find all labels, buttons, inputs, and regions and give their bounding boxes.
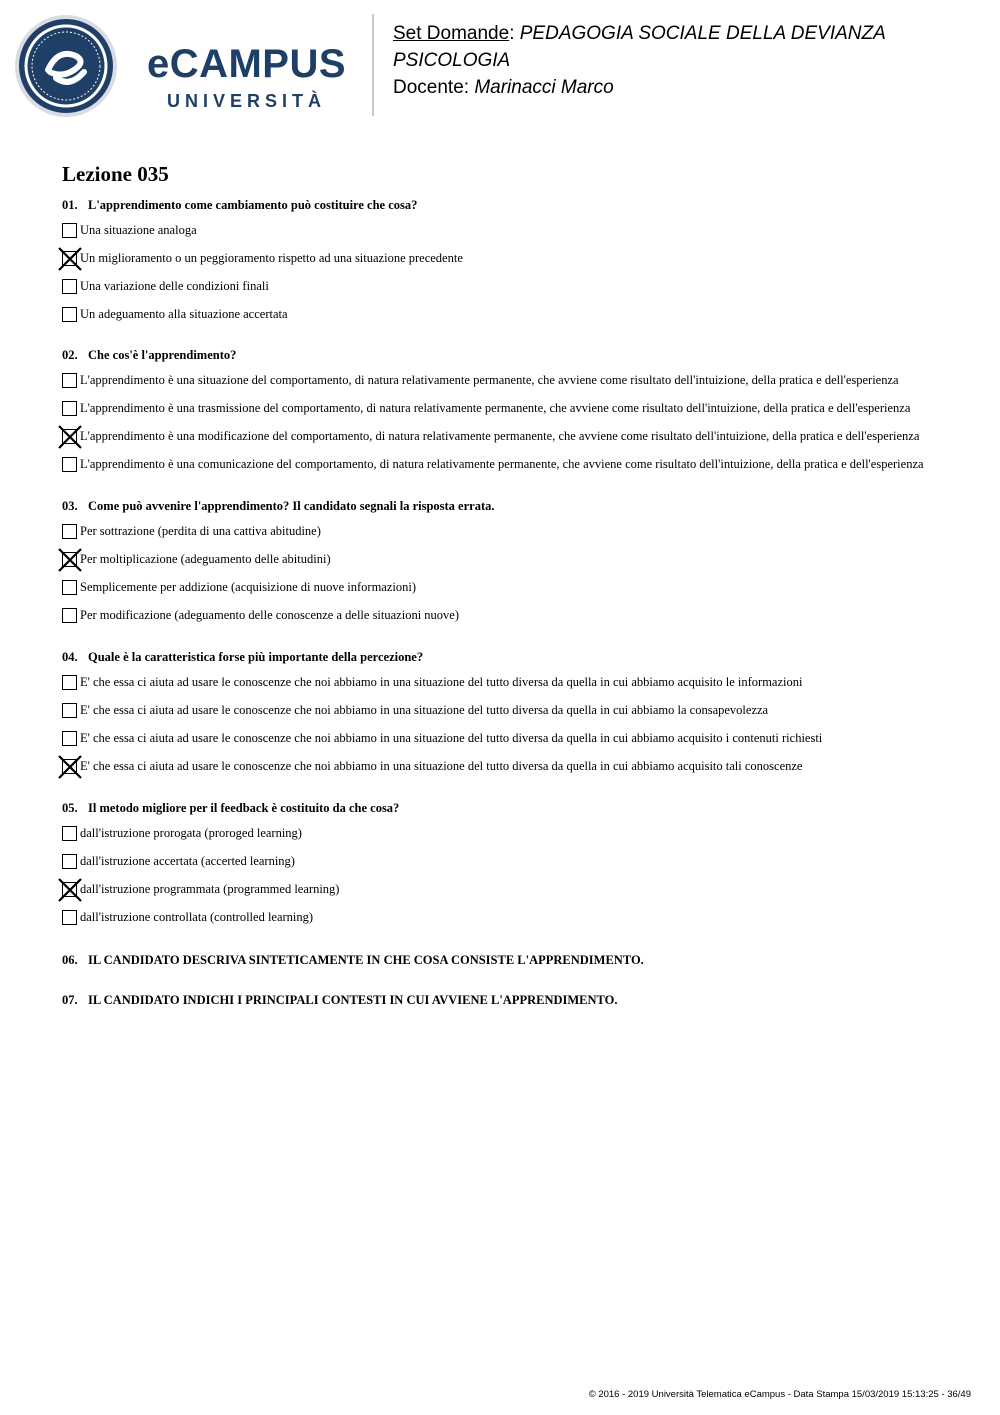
teacher-label: Docente: bbox=[393, 77, 475, 98]
question-number: 04. bbox=[62, 650, 78, 664]
option-text: dall'istruzione prorogata (proroged learning) bbox=[80, 826, 302, 840]
brand-subname: UNIVERSITÀ bbox=[166, 91, 326, 111]
question-title bbox=[62, 348, 236, 363]
option-text: Per moltiplicazione (adeguamento delle abitudini) bbox=[80, 552, 331, 566]
cross-mark-icon bbox=[58, 755, 82, 779]
set-line bbox=[393, 20, 973, 47]
option-text: E' che essa ci aiuta ad usare le conoscenze che noi abbiamo in una situazione del tutto diversa da quella in cui abbiamo acquisito i contenuti richiesti bbox=[80, 731, 823, 745]
teacher-line bbox=[393, 74, 973, 101]
checked-checkbox[interactable] bbox=[62, 759, 77, 774]
question-number: 05. bbox=[62, 801, 78, 815]
option-text: L'apprendimento è una modificazione del comportamento, di natura relativamente permanente, che avviene come risultato dell'intuizione, della pratica e dell'esperienza bbox=[80, 429, 920, 443]
brand-wordmark bbox=[134, 42, 359, 122]
checkbox[interactable] bbox=[62, 401, 77, 416]
option-text: E' che essa ci aiuta ad usare le conoscenze che noi abbiamo in una situazione del tutto diversa da quella in cui abbiamo acquisito le informazioni bbox=[80, 675, 803, 689]
option-text: Una variazione delle condizioni finali bbox=[80, 279, 269, 293]
question-title bbox=[62, 499, 495, 514]
option-text: E' che essa ci aiuta ad usare le conoscenze che noi abbiamo in una situazione del tutto diversa da quella in cui abbiamo acquisito tali conoscenze bbox=[80, 759, 803, 773]
checkbox[interactable] bbox=[62, 854, 77, 869]
cross-mark-icon bbox=[58, 548, 82, 572]
header-info bbox=[393, 20, 973, 101]
checkbox[interactable] bbox=[62, 910, 77, 925]
checkbox[interactable] bbox=[62, 580, 77, 595]
cross-mark-icon bbox=[58, 425, 82, 449]
question-number: 07. bbox=[62, 993, 78, 1007]
checked-checkbox[interactable] bbox=[62, 882, 77, 897]
checkbox[interactable] bbox=[62, 524, 77, 539]
option-text: L'apprendimento è una situazione del comportamento, di natura relativamente permanente, che avviene come risultato dell'intuizione, della pratica e dell'esperienza bbox=[80, 373, 899, 387]
checkbox[interactable] bbox=[62, 223, 77, 238]
question-title bbox=[62, 650, 423, 665]
checked-checkbox[interactable] bbox=[62, 251, 77, 266]
question-text: Come può avvenire l'apprendimento? Il candidato segnali la risposta errata. bbox=[88, 499, 495, 513]
question-number: 03. bbox=[62, 499, 78, 513]
option-text: dall'istruzione accertata (accerted learning) bbox=[80, 854, 295, 868]
checkbox[interactable] bbox=[62, 675, 77, 690]
checkbox[interactable] bbox=[62, 373, 77, 388]
checked-checkbox[interactable] bbox=[62, 429, 77, 444]
checked-checkbox[interactable] bbox=[62, 552, 77, 567]
option-text: Una situazione analoga bbox=[80, 223, 197, 237]
question-text: L'apprendimento come cambiamento può costituire che cosa? bbox=[88, 198, 418, 212]
question-text: IL CANDIDATO INDICHI I PRINCIPALI CONTESTI IN CUI AVVIENE L'APPRENDIMENTO. bbox=[88, 993, 618, 1007]
option-text: L'apprendimento è una comunicazione del comportamento, di natura relativamente permanente, che avviene come risultato dell'intuizione, della pratica e dell'esperienza bbox=[80, 457, 924, 471]
option-text: dall'istruzione programmata (programmed learning) bbox=[80, 882, 340, 896]
set-title: PEDAGOGIA SOCIALE DELLA DEVIANZA bbox=[519, 23, 886, 44]
question-title bbox=[62, 801, 399, 816]
checkbox[interactable] bbox=[62, 457, 77, 472]
option-text: Per sottrazione (perdita di una cattiva abitudine) bbox=[80, 524, 321, 538]
checkbox[interactable] bbox=[62, 703, 77, 718]
checkbox[interactable] bbox=[62, 279, 77, 294]
open-question-title bbox=[62, 993, 618, 1008]
option-text: Un miglioramento o un peggioramento rispetto ad una situazione precedente bbox=[80, 251, 463, 265]
teacher-name: Marinacci Marco bbox=[474, 77, 614, 98]
checkbox[interactable] bbox=[62, 826, 77, 841]
option-text: Semplicemente per addizione (acquisizione di nuove informazioni) bbox=[80, 580, 416, 594]
question-title bbox=[62, 198, 417, 213]
option-text: Per modificazione (adeguamento delle conoscenze a delle situazioni nuove) bbox=[80, 608, 460, 622]
set-separator: : bbox=[509, 23, 520, 44]
option-text: dall'istruzione controllata (controlled learning) bbox=[80, 910, 314, 924]
question-text: IL CANDIDATO DESCRIVA SINTETICAMENTE IN CHE COSA CONSISTE L'APPRENDIMENTO. bbox=[88, 953, 644, 967]
checkbox[interactable] bbox=[62, 307, 77, 322]
question-text: Che cos'è l'apprendimento? bbox=[88, 348, 237, 362]
option-text: Un adeguamento alla situazione accertata bbox=[80, 307, 288, 321]
question-number: 02. bbox=[62, 348, 78, 362]
header-divider bbox=[372, 14, 374, 116]
question-text: Il metodo migliore per il feedback è costituito da che cosa? bbox=[88, 801, 400, 815]
brand-name: eCAMPUS bbox=[146, 42, 347, 86]
checkbox[interactable] bbox=[62, 731, 77, 746]
question-number: 06. bbox=[62, 953, 78, 967]
page-footer: © 2016 - 2019 Università Telematica eCampus - Data Stampa 15/03/2019 15:13:25 - 36/49 bbox=[588, 1389, 971, 1400]
option-text: E' che essa ci aiuta ad usare le conoscenze che noi abbiamo in una situazione del tutto diversa da quella in cui abbiamo la consapevolezza bbox=[80, 703, 769, 717]
open-question-title bbox=[62, 953, 644, 968]
option-text: L'apprendimento è una trasmissione del comportamento, di natura relativamente permanente, che avviene come risultato dell'intuizione, della pratica e dell'esperienza bbox=[80, 401, 911, 415]
cross-mark-icon bbox=[58, 247, 82, 271]
checkbox[interactable] bbox=[62, 608, 77, 623]
set-title-continued: PSICOLOGIA bbox=[393, 50, 511, 71]
lesson-title: Lezione 035 bbox=[62, 162, 169, 186]
cross-mark-icon bbox=[58, 878, 82, 902]
question-number: 01. bbox=[62, 198, 78, 212]
university-seal-icon bbox=[14, 14, 118, 118]
question-text: Quale è la caratteristica forse più importante della percezione? bbox=[88, 650, 424, 664]
set-label: Set Domande bbox=[393, 23, 510, 44]
ecampus-logo bbox=[14, 14, 359, 118]
